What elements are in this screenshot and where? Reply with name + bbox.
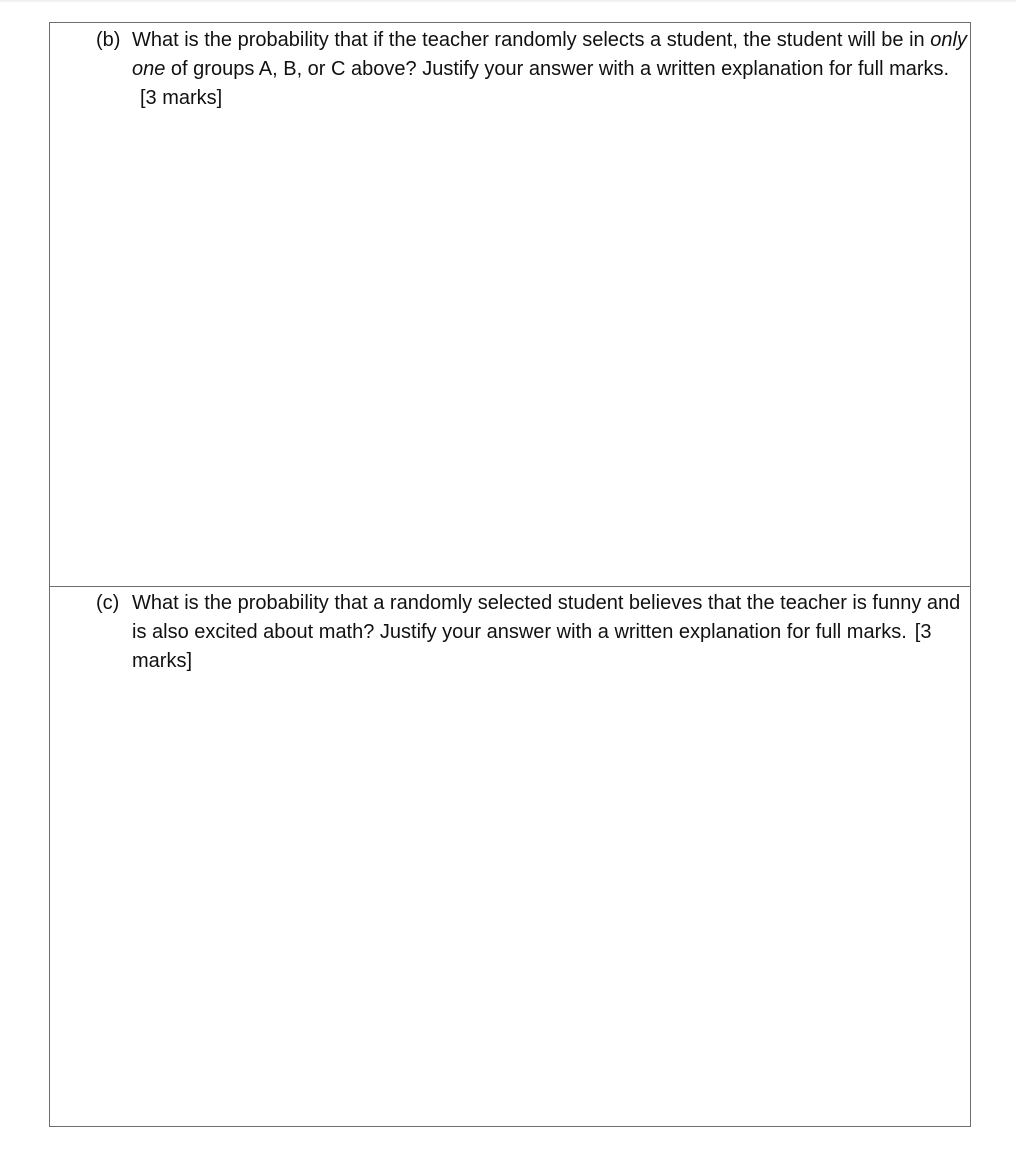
- question-c-label: (c): [96, 592, 120, 614]
- question-b-label: (b): [96, 29, 121, 51]
- question-b-text-start: What is the probability that if the teacher randomly selects a student, the student will be in: [132, 29, 931, 51]
- question-b-answer-space[interactable]: [50, 123, 970, 586]
- question-b-marks: [3 marks]: [140, 87, 223, 109]
- question-b-text-end: of groups A, B, or C above? Justify your answer with a written explanation for full marks.: [165, 58, 950, 80]
- question-c-text: [132, 589, 968, 676]
- question-c-text-body: What is the probability that a randomly selected student believes that the teacher is funny and is also excited about math? Justify your answer with a written explanation for full marks.: [132, 592, 961, 643]
- answer-table: [49, 22, 971, 1127]
- question-b-cell: [50, 23, 970, 586]
- question-c-answer-space[interactable]: [50, 687, 970, 1126]
- page-top-edge: [0, 0, 1016, 3]
- question-b-text: [132, 26, 968, 113]
- question-c-cell: [50, 586, 970, 1126]
- question-c: [96, 589, 968, 676]
- question-b: [96, 26, 968, 113]
- question-b-emphasis: only one: [132, 29, 967, 80]
- question-c-marks: [3 marks]: [132, 621, 932, 672]
